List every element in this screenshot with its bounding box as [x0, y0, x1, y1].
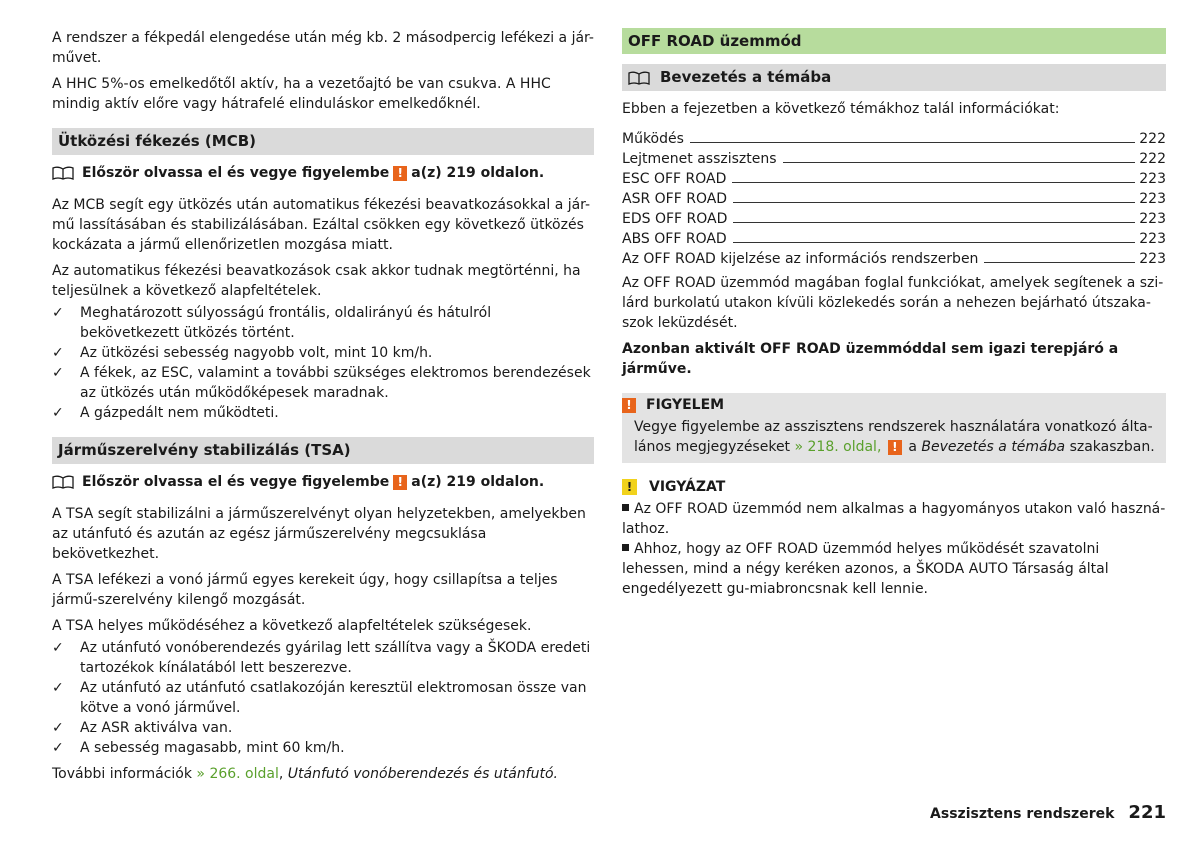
mcb-section-heading: Ütközési fékezés (MCB) — [52, 128, 594, 155]
list-item: ✓ Az ASR aktiválva van. — [52, 720, 233, 736]
toc-row[interactable]: ASR OFF ROAD 223 — [622, 191, 1166, 207]
notice-page-ref: a(z) 219 oldalon. — [411, 474, 545, 490]
check-icon: ✓ — [52, 720, 64, 736]
page-link-218[interactable]: » 218. oldal, — [794, 439, 882, 455]
warning-box-heading: ! FIGYELEM — [622, 395, 1158, 415]
hhc-paragraph-2: A HHC 5%-os emelkedőtől aktív, ha a vezetőajtó be van csukva. A HHC mindig aktív előre vagy hátrafelé elinduláskor emelkedőknél. — [52, 76, 551, 112]
warning-icon: ! — [888, 440, 902, 455]
warning-box-text: Vegye figyelembe az asszisztens rendszerek használatára vonatkozó álta-lános megjegyzéseket » 218. oldal, ! a Bevezetés a témába szakaszban. — [634, 419, 1155, 455]
square-bullet-icon — [622, 504, 629, 511]
tsa-paragraph-2: A TSA lefékezi a vonó jármű egyes kerekeit úgy, hogy csillapítsa a teljes jármű-szerelvény kilengő mozgását. — [52, 572, 558, 608]
left-column — [52, 28, 594, 790]
tsa-paragraph-1: A TSA segít stabilizálni a járműszerelvényt olyan helyzetekben, amelyekben az utánfutó és azután az egész járműszerelvény megcsuklása bekövetkezhet. — [52, 506, 586, 562]
caution-box — [622, 477, 1166, 599]
check-icon: ✓ — [52, 305, 64, 321]
check-icon: ✓ — [52, 640, 64, 656]
notice-page-ref: a(z) 219 oldalon. — [411, 165, 545, 181]
square-bullet-icon — [622, 544, 629, 551]
notice-text: Először olvassa el és vegye figyelembe — [82, 474, 390, 490]
list-item: ✓ A sebesség magasabb, mint 60 km/h. — [52, 740, 345, 756]
list-item: ✓ A fékek, az ESC, valamint a további szükséges elektromos berendezések az ütközés után működőképesek maradnak. — [52, 365, 591, 401]
warning-box — [622, 393, 1166, 463]
hhc-paragraph-1: A rendszer a fékpedál elengedése után még kb. 2 másodpercig lefékezi a jár-művet. — [52, 30, 594, 66]
toc-row[interactable]: Az OFF ROAD kijelzése az információs rendszerben 223 — [622, 251, 1166, 267]
toc-row[interactable]: ESC OFF ROAD 223 — [622, 171, 1166, 187]
check-icon: ✓ — [52, 365, 64, 381]
off-road-paragraph-2: Azonban aktivált OFF ROAD üzemmóddal sem igazi terepjáró a járműve. — [622, 341, 1119, 377]
further-info: További információk » 266. oldal, Utánfutó vonóberendezés és utánfutó. — [52, 766, 558, 782]
further-info-topic: Utánfutó vonóberendezés és utánfutó. — [287, 766, 558, 782]
check-icon: ✓ — [52, 740, 64, 756]
book-icon — [52, 166, 74, 180]
tsa-read-notice — [52, 472, 594, 492]
check-icon: ✓ — [52, 680, 64, 696]
list-item: ✓ Az utánfutó az utánfutó csatlakozóján keresztül elektromosan össze van kötve a vonó járművel. — [52, 680, 587, 716]
topic-heading-text: Bevezetés a témába — [660, 68, 832, 86]
off-road-paragraph-1: Az OFF ROAD üzemmód magában foglal funkciókat, amelyek segítenek a szi-lárd burkolatú utakon kívüli közlekedés során a nehezen bejárható útszaka-szok leküzdését. — [622, 275, 1164, 331]
toc-row[interactable]: Működés 222 — [622, 131, 1166, 147]
toc-row[interactable]: Lejtmenet asszisztens 222 — [622, 151, 1166, 167]
off-road-section-heading: OFF ROAD üzemmód — [622, 28, 1166, 54]
table-of-contents — [622, 129, 1166, 269]
right-column — [622, 28, 1166, 599]
page-footer — [930, 803, 1166, 824]
caution-bullet: Ahhoz, hogy az OFF ROAD üzemmód helyes működését szavatolni lehessen, mind a négy keréken azonos, a ŠKODA AUTO Társaság által engedélyezett gu-miabroncsnak kell lennie. — [622, 541, 1109, 597]
warning-icon: ! — [393, 475, 407, 490]
mcb-paragraph-1: Az MCB segít egy ütközés után automatikus fékezési beavatkozásokkal a jár-mű lassításában és stabilizálásában. Ezáltal csökken egy következő ütközés kockázata a jármű ellenőrizetlen mozgása miatt. — [52, 197, 591, 253]
page-link-266[interactable]: » 266. oldal — [196, 766, 279, 782]
toc-row[interactable]: EDS OFF ROAD 223 — [622, 211, 1166, 227]
tsa-conditions-list — [52, 638, 594, 758]
mcb-conditions-list — [52, 303, 594, 423]
list-item: ✓ Az ütközési sebesség nagyobb volt, mint 10 km/h. — [52, 345, 433, 361]
book-icon — [628, 71, 650, 85]
chapter-name: Asszisztens rendszerek — [930, 806, 1115, 822]
notice-text: Először olvassa el és vegye figyelembe — [82, 165, 390, 181]
book-icon — [52, 475, 74, 489]
list-item: ✓ A gázpedált nem működteti. — [52, 405, 279, 421]
warning-icon: ! — [393, 166, 407, 181]
topic-heading — [622, 64, 1166, 91]
tsa-section-heading: Járműszerelvény stabilizálás (TSA) — [52, 437, 594, 464]
list-item: ✓ Az utánfutó vonóberendezés gyárilag lett szállítva vagy a ŠKODA eredeti tartozékok kínálatából lett beszerezve. — [52, 640, 591, 676]
list-item: ✓ Meghatározott súlyosságú frontális, oldalirányú és hátulról bekövetkezett ütközés történt. — [52, 305, 492, 341]
toc-row[interactable]: ABS OFF ROAD 223 — [622, 231, 1166, 247]
check-icon: ✓ — [52, 405, 64, 421]
caution-icon: ! — [622, 479, 637, 495]
mcb-paragraph-2: Az automatikus fékezési beavatkozások csak akkor tudnak megtörténni, ha teljesülnek a következő alapfeltételek. — [52, 263, 581, 299]
warning-icon: ! — [622, 398, 636, 413]
caution-box-heading: ! VIGYÁZAT — [622, 477, 1166, 497]
caution-bullet: Az OFF ROAD üzemmód nem alkalmas a hagyományos utakon való haszná-lathoz. — [622, 501, 1166, 537]
toc-intro: Ebben a fejezetben a következő témákhoz talál információkat: — [622, 101, 1060, 117]
page-number: 221 — [1128, 802, 1166, 823]
check-icon: ✓ — [52, 345, 64, 361]
tsa-paragraph-3: A TSA helyes működéséhez a következő alapfeltételek szükségesek. — [52, 618, 532, 634]
mcb-read-notice — [52, 163, 594, 183]
